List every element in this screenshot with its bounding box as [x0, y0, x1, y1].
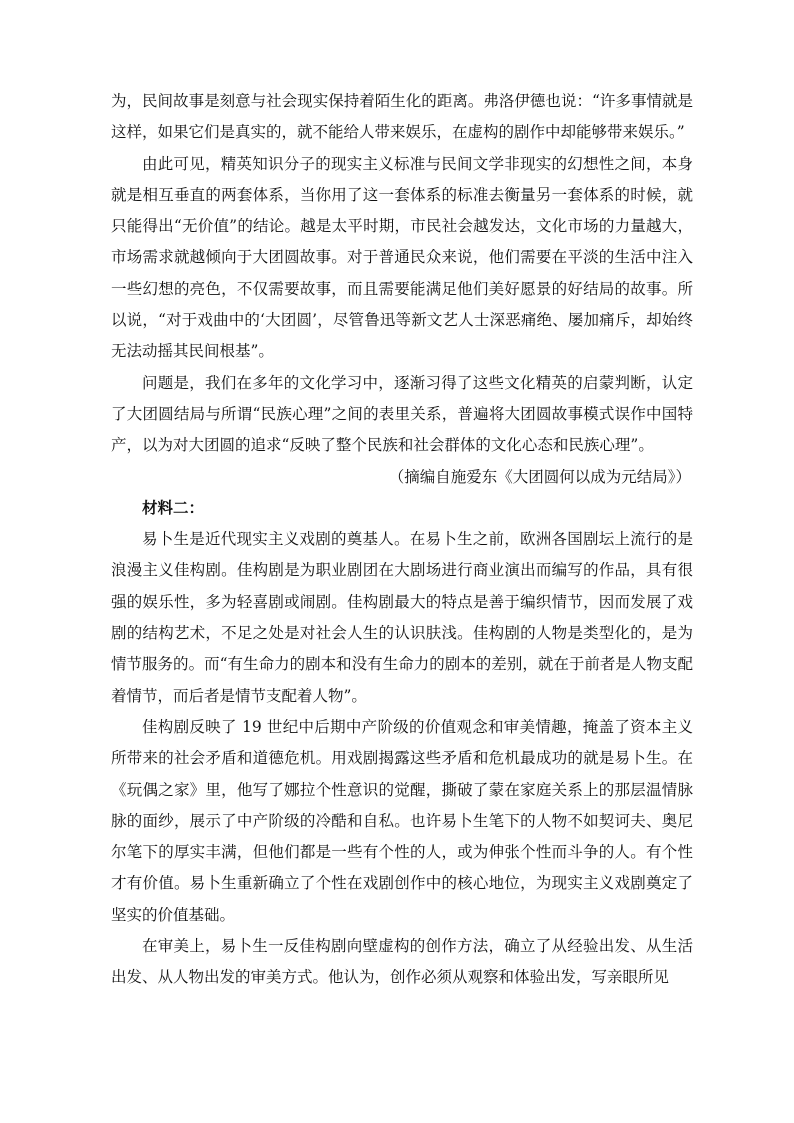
document-body: [111, 86, 693, 994]
paragraph-continuation: 为，民间故事是刻意与社会现实保持着陌生化的距离。弗洛伊德也说：“许多事情就是这样，如果它们是真实的，就不能给人带来娱乐，在虚构的剧作中却能够带来娱乐。”: [111, 92, 693, 142]
section-heading: 材料二：: [142, 498, 205, 517]
paragraph: 易卜生是近代现实主义戏剧的奠基人。在易卜生之前，欧洲各国剧坛上流行的是浪漫主义佳构剧。佳构剧是为职业剧团在大剧场进行商业演出而编写的作品，具有很强的娱乐性，多为轻喜剧或闹剧。佳构剧最大的特点是善于编织情节，因而发展了戏剧的结构艺术，不足之处是对社会人生的认识肤浅。佳构剧的人物是类型化的，是为情节服务的。而“有生命力的剧本和没有生命力的剧本的差别，就在于前者是人物支配着情节，而后者是情节支配着人物”。: [111, 530, 693, 705]
source-citation: （摘编自施爱东《大团圆何以成为元结局》）: [388, 467, 691, 486]
paragraph: 在审美上，易卜生一反佳构剧向壁虚构的创作方法，确立了从经验出发、从生活出发、从人物出发的审美方式。他认为，创作必须从观察和体验出发，写亲眼所见: [111, 937, 693, 987]
paragraph: 由此可见，精英知识分子的现实主义标准与民间文学非现实的幻想性之间，本身就是相互垂直的两套体系，当你用了这一套体系的标准去衡量另一套体系的时候，就只能得出“无价值”的结论。越是太平时期，市民社会越发达，文化市场的力量越大，市场需求就越倾向于大团圆故事。对于普通民众来说，他们需要在平淡的生活中注入一些幻想的亮色，不仅需要故事，而且需要能满足他们美好愿景的好结局的故事。所以说，“对于戏曲中的‘大团圆’，尽管鲁迅等新文艺人士深恶痛绝、屡加痛斥，却始终无法动摇其民间根基”。: [111, 154, 693, 361]
paragraph: 佳构剧反映了 19 世纪中后期中产阶级的价值观念和审美情趣，掩盖了资本主义所带来的社会矛盾和道德危机。用戏剧揭露这些矛盾和危机最成功的就是易卜生。在《玩偶之家》里，他写了娜拉个性意识的觉醒，撕破了蒙在家庭关系上的那层温情脉脉的面纱，展示了中产阶级的冷酷和自私。也许易卜生笔下的人物不如契诃夫、奥尼尔笔下的厚实丰满，但他们都是一些有个性的人，或为伸张个性而斗争的人。有个性才有价值。易卜生重新确立了个性在戏剧创作中的核心地位，为现实主义戏剧奠定了坚实的价值基础。: [111, 717, 693, 924]
paragraph: 问题是，我们在多年的文化学习中，逐渐习得了这些文化精英的启蒙判断，认定了大团圆结局与所谓“民族心理”之间的表里关系，普遍将大团圆故事模式误作中国特产，以为对大团圆的追求“反映了整个民族和社会群体的文化心态和民族心理”。: [111, 373, 693, 455]
